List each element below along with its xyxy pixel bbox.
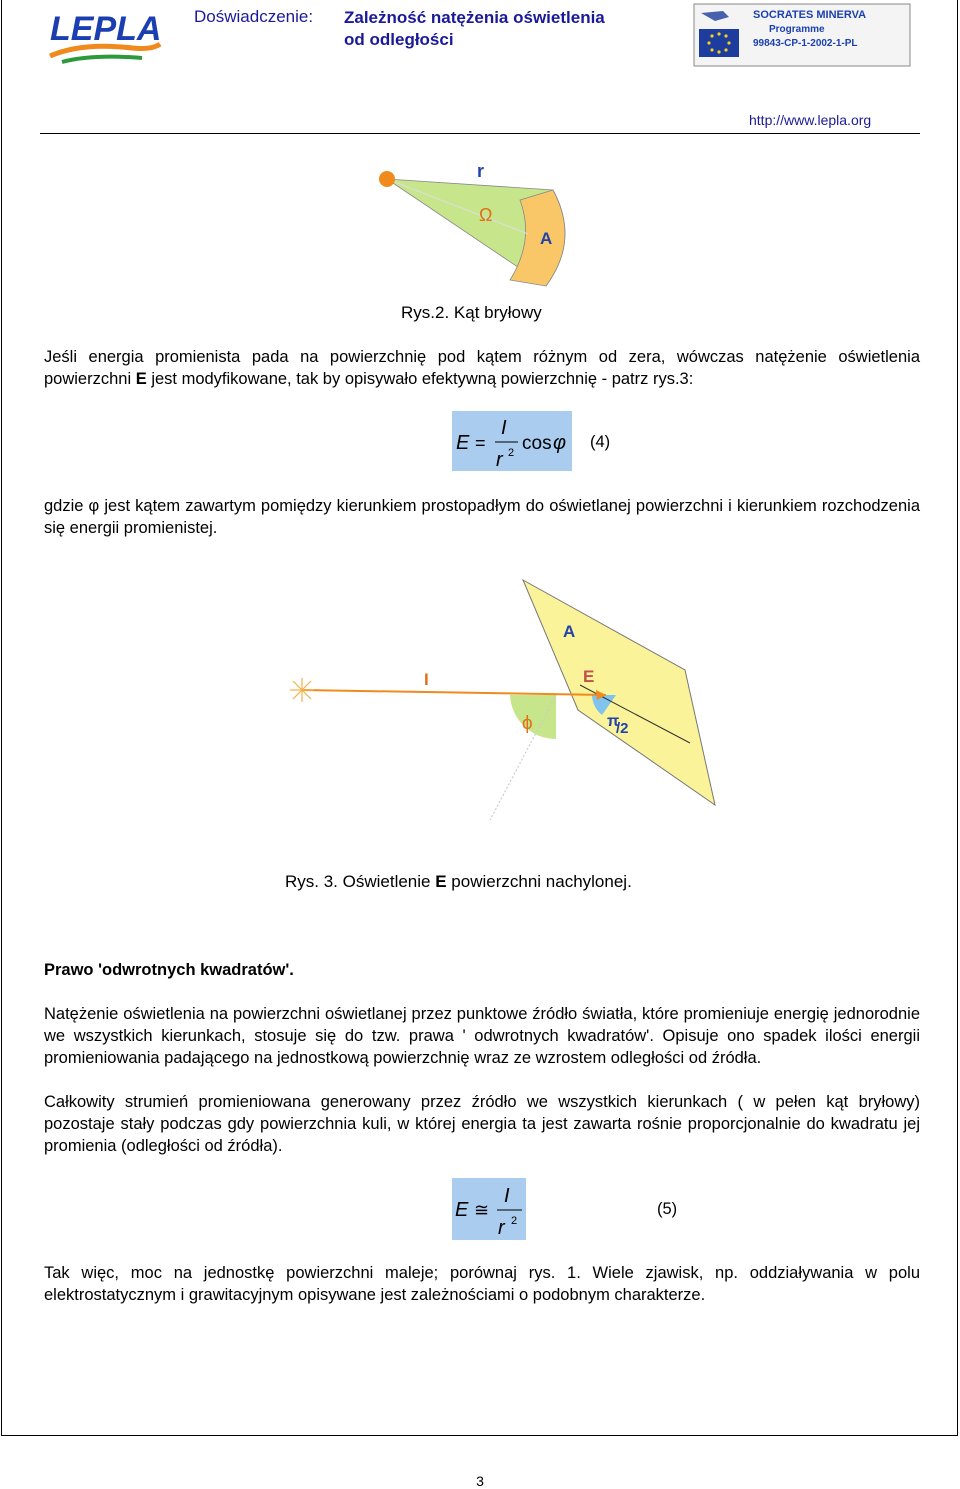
- header-divider: [40, 133, 920, 134]
- law-paragraph-2: Całkowity strumień promieniowana generowany przez źródło we wszystkich kierunkach ( w pełen kąt bryłowy) pozostaje stały podczas gdy powierzchnia kuli, w której energia ta jest zawarta rośnie proporcjonalnie do kwadratu jej promienia (odległości od źródła).: [44, 1093, 920, 1155]
- label-pi: π: [607, 713, 620, 730]
- header-label: Doświadczenie:: [194, 7, 314, 26]
- label-r: r: [477, 161, 485, 181]
- header-title-line1: Zależność natężenia oświetlenia: [344, 8, 605, 27]
- eq5-denominator: r: [498, 1217, 505, 1239]
- where-paragraph: gdzie φ jest kątem zawartym pomiędzy kierunkiem prostopadłym do oświetlanej powierzchni i kierunkiem rozchodzenia się energii promienistej.: [44, 497, 920, 537]
- figure2-caption: Rys.2. Kąt bryłowy: [401, 303, 542, 322]
- label-area-a: A: [540, 229, 553, 248]
- eq4-equals: =: [475, 433, 486, 453]
- eq4-numerator: I: [501, 417, 507, 439]
- lepla-logo: [42, 4, 166, 66]
- eq5-exponent: 2: [511, 1215, 518, 1227]
- inclined-surface-figure: [280, 575, 720, 825]
- header-title: [344, 7, 664, 51]
- label-half: /2: [616, 720, 629, 737]
- eq5-lhs: E: [455, 1199, 469, 1221]
- intro-part1: Jeśli energia promienista pada na powierzchnię pod kątem różnym od zera, wówczas natężenie oświetlenia powierzchni: [44, 348, 920, 388]
- programme-line2: Programme: [769, 24, 825, 35]
- label-phi: ϕ: [522, 713, 533, 734]
- closing-paragraph: Tak więc, moc na jednostkę powierzchni maleje; porównaj rys. 1. Wiele zjawisk, np. oddziaływania w polu elektrostatycznym i grawitacyjnym opisywane jest zależnościami o podobnym charakterze.: [44, 1264, 920, 1304]
- figure3-caption: [285, 872, 632, 892]
- header-title-line2: od odległości: [344, 30, 454, 49]
- law-paragraph-1: Natężenie oświetlenia na powierzchni oświetlanej przez punktowe źródło światła, które promieniuje energię jednorodnie we wszystkich kierunkach, stosuje się do tzw. prawa ' odwrotnych kwadratów'. Opisuje ono spadek ilości energii promieniowania padającego na jednostkową powierzchnię wraz ze wzrostem odległości od źródła.: [44, 1005, 920, 1067]
- programme-line3: 99843-CP-1-2002-1-PL: [753, 38, 858, 49]
- equation-5-number: (5): [657, 1200, 678, 1218]
- equation-4: [452, 411, 572, 471]
- equation-5: [452, 1178, 526, 1240]
- intro-paragraph: [44, 346, 920, 390]
- intro-bold-e: E: [135, 370, 147, 388]
- eq4-lhs: E: [456, 432, 470, 454]
- phi-angle-sector: [510, 695, 556, 739]
- eq4-phi: φ: [553, 432, 567, 454]
- logo-text: LEPLA: [50, 10, 162, 48]
- section-heading: Prawo 'odwrotnych kwadratów'.: [44, 961, 294, 979]
- solid-angle-figure: [370, 160, 590, 290]
- sun-icon: [290, 678, 314, 702]
- incident-ray: [302, 690, 606, 695]
- eq4-denominator: r: [496, 449, 503, 471]
- label-illuminance-e: E: [583, 667, 595, 686]
- label-intensity-i: I: [424, 670, 429, 689]
- figure3-caption-part1: Rys. 3. Oświetlenie: [285, 872, 436, 891]
- label-omega: Ω: [479, 205, 493, 225]
- eq5-approx: ≅: [474, 1200, 490, 1220]
- inclined-surface-a: [523, 580, 715, 805]
- eq4-exponent: 2: [508, 447, 515, 459]
- page-number: 3: [476, 1473, 484, 1489]
- header-url-link[interactable]: http://www.lepla.org: [749, 112, 872, 128]
- figure3-caption-part2: powierzchni nachylonej.: [446, 872, 632, 891]
- label-surface-a: A: [563, 622, 576, 641]
- eq4-cos: cos: [522, 433, 552, 454]
- intro-part2: jest modyfikowane, tak by opisywało efektywną powierzchnię - patrz rys.3:: [146, 370, 694, 388]
- programme-line1: SOCRATES MINERVA: [753, 9, 867, 21]
- point-source-icon: [379, 171, 395, 187]
- socrates-programme-badge: [693, 3, 911, 67]
- eq5-numerator: I: [504, 1185, 510, 1207]
- equation-4-number: (4): [590, 433, 611, 451]
- figure3-caption-bold: E: [435, 872, 447, 891]
